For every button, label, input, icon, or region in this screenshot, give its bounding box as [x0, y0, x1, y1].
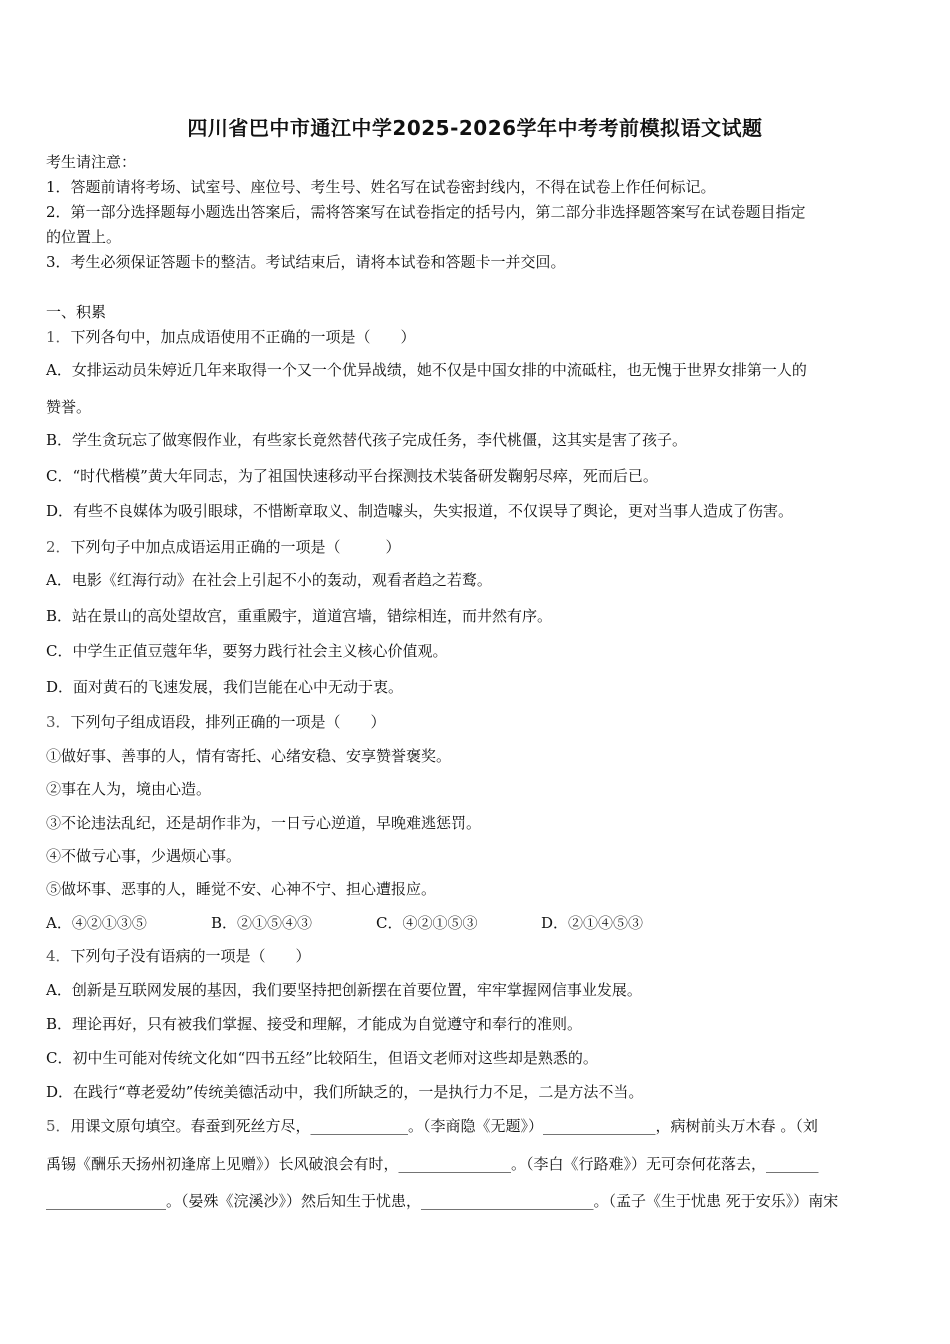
option-b: B．②①⑤④③ — [211, 914, 313, 932]
sentence-1: ①做好事、善事的人，情有寄托、心绪安稳、安享赞誉褒奖。 — [46, 747, 452, 765]
question-3-stem — [46, 712, 908, 732]
option-c: C．中学生正值豆蔻年华，要努力践行社会主义核心价值观。 — [46, 642, 448, 660]
option-b: B．理论再好，只有被我们掌握、接受和理解，才能成为自觉遵守和奉行的准则。 — [46, 1015, 583, 1033]
sentence-4: ④不做亏心事，少遇烦心事。 — [46, 847, 242, 865]
question-text: 用课文原句填空。春蚕到死丝方尽，_____________。（李商隐《无题》）_______________，病树前头万木春 。（刘 — [70, 1117, 818, 1135]
option-a: A．女排运动员朱婷近几年来取得一个又一个优异战绩，她不仅是中国女排的中流砥柱，也无愧于世界女排第一人的 — [46, 361, 807, 379]
question-number: 1． — [46, 328, 71, 346]
sentence-3: ③不论违法乱纪，还是胡作非为，一日亏心逆道，早晚难逃惩罚。 — [46, 814, 482, 832]
question-4-stem — [46, 946, 908, 966]
option-c: C．④②①⑤③ — [376, 914, 478, 932]
question-number: 3． — [46, 713, 71, 731]
question-text: 下列各句中，加点成语使用不正确的一项是（ ） — [70, 328, 416, 346]
question-number: 5． — [46, 1117, 71, 1135]
question-2-stem — [46, 537, 908, 557]
notice-heading: 考生请注意： — [46, 153, 137, 171]
answer-options — [46, 913, 908, 933]
notice-item: 1．答题前请将考场、试室号、座位号、考生号、姓名写在试卷密封线内，不得在试卷上作任何标记。 — [46, 178, 716, 196]
option-d: D．②①④⑤③ — [541, 914, 644, 932]
sentence-5: ⑤做坏事、恶事的人，睡觉不安、心神不宁、担心遭报应。 — [46, 880, 437, 898]
option-c: C．初中生可能对传统文化如“四书五经”比较陌生，但语文老师对这些却是熟悉的。 — [46, 1049, 598, 1067]
notice-item: 3．考生必须保证答题卡的整洁。考试结束后，请将本试卷和答题卡一并交回。 — [46, 253, 566, 271]
option-a: A．创新是互联网发展的基因，我们要坚持把创新摆在首要位置，牢牢掌握网信事业发展。 — [46, 981, 642, 999]
question-text: 下列句子没有语病的一项是（ ） — [70, 947, 311, 965]
notice-item: 的位置上。 — [46, 228, 122, 246]
question-1-stem — [46, 327, 908, 347]
option-a: A．电影《红海行动》在社会上引起不小的轰动，观看者趋之若鹜。 — [46, 571, 492, 589]
question-5-line: 禹锡《酬乐天扬州初逢席上见赠》）长风破浪会有时，_______________。（李白《行路难》）无可奈何花落去，_______ — [46, 1155, 819, 1173]
option-b: B．站在景山的高处望故宫，重重殿宇，道道宫墙，错综相连，而井然有序。 — [46, 607, 553, 625]
option-d: D．面对黄石的飞速发展，我们岂能在心中无动于衷。 — [46, 678, 404, 696]
notice-item: 2．第一部分选择题每小题选出答案后，需将答案写在试卷指定的括号内，第二部分非选择题答案写在试卷题目指定 — [46, 203, 806, 221]
question-text: 下列句子中加点成语运用正确的一项是（ ） — [70, 538, 401, 556]
option-d: D．有些不良媒体为吸引眼球，不惜断章取义、制造噱头，失实报道，不仅误导了舆论，更对当事人造成了伤害。 — [46, 502, 794, 520]
question-number: 4． — [46, 947, 71, 965]
page-title: 四川省巴中市通江中学2025-2026学年中考考前模拟语文试题 — [187, 116, 763, 140]
option-a-cont: 赞誉。 — [46, 398, 92, 416]
sentence-2: ②事在人为，境由心造。 — [46, 780, 212, 798]
section-heading: 一、积累 — [46, 303, 107, 321]
question-5-line — [46, 1116, 908, 1136]
option-a: A．④②①③⑤ — [46, 914, 147, 932]
question-text: 下列句子组成语段，排列正确的一项是（ ） — [70, 713, 386, 731]
option-d: D．在践行“尊老爱幼”传统美德活动中，我们所缺乏的，一是执行力不足，二是方法不当。 — [46, 1083, 644, 1101]
question-number: 2． — [46, 538, 71, 556]
option-b: B．学生贪玩忘了做寒假作业，有些家长竟然替代孩子完成任务，李代桃僵，这其实是害了孩子。 — [46, 431, 688, 449]
option-c: C．“时代楷模”黄大年同志，为了祖国快速移动平台探测技术装备研发鞠躬尽瘁，死而后已。 — [46, 467, 658, 485]
question-5-line: ________________。（晏殊《浣溪沙》）然后知生于忧患，_______________________。（孟子《生于忧患 死于安乐》）南宋 — [46, 1192, 839, 1210]
